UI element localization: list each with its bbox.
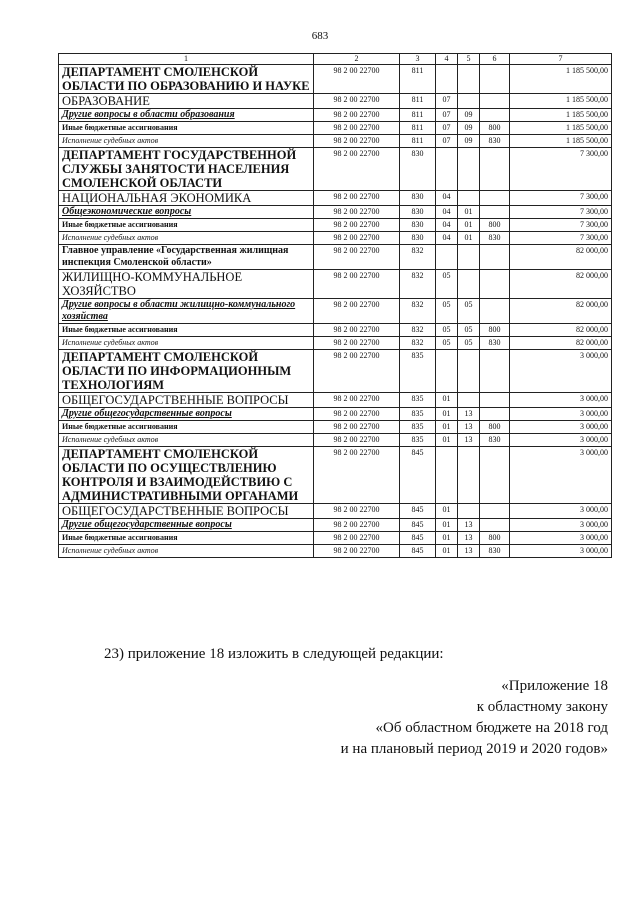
cell-target-code: 98 2 00 22700	[314, 191, 400, 206]
cell-amount: 1 185 500,00	[510, 135, 612, 148]
cell-expense-type	[480, 191, 510, 206]
cell-name: Иные бюджетные ассигнования	[59, 532, 314, 545]
page-number: 683	[311, 30, 329, 42]
cell-ministry-code: 830	[400, 191, 436, 206]
table-row	[59, 219, 612, 232]
cell-name: ЖИЛИЩНО-КОММУНАЛЬНОЕ ХОЗЯЙСТВО	[59, 270, 314, 299]
cell-ministry-code: 835	[400, 350, 436, 393]
cell-ministry-code: 811	[400, 122, 436, 135]
cell-section-code	[436, 350, 458, 393]
table-header-row	[59, 54, 612, 65]
budget-table-body	[59, 65, 612, 558]
cell-section-code	[436, 447, 458, 504]
cell-subsection-code	[458, 191, 480, 206]
table-row	[59, 299, 612, 324]
header-col-2: 2	[314, 54, 400, 65]
cell-ministry-code: 835	[400, 393, 436, 408]
cell-name: Иные бюджетные ассигнования	[59, 421, 314, 434]
cell-amount: 3 000,00	[510, 532, 612, 545]
table-row	[59, 519, 612, 532]
cell-section-code: 01	[436, 408, 458, 421]
cell-target-code: 98 2 00 22700	[314, 545, 400, 558]
cell-section-code: 01	[436, 519, 458, 532]
cell-amount: 7 300,00	[510, 219, 612, 232]
cell-expense-type	[480, 245, 510, 270]
cell-expense-type: 830	[480, 545, 510, 558]
appendix-heading	[341, 676, 608, 760]
cell-section-code: 05	[436, 299, 458, 324]
table-row	[59, 504, 612, 519]
cell-expense-type	[480, 447, 510, 504]
cell-subsection-code	[458, 504, 480, 519]
header-col-5: 5	[458, 54, 480, 65]
table-row	[59, 447, 612, 504]
cell-target-code: 98 2 00 22700	[314, 270, 400, 299]
appendix-line: и на плановый период 2019 и 2020 годов»	[340, 741, 608, 757]
table-row	[59, 232, 612, 245]
header-col-1: 1	[59, 54, 314, 65]
cell-section-code	[436, 65, 458, 94]
cell-target-code: 98 2 00 22700	[314, 408, 400, 421]
cell-expense-type: 800	[480, 532, 510, 545]
cell-expense-type: 800	[480, 324, 510, 337]
amendment-text: 23) приложение 18 изложить в следующей редакции:	[104, 646, 444, 662]
cell-section-code: 05	[436, 270, 458, 299]
cell-name: ДЕПАРТАМЕНТ СМОЛЕНСКОЙ ОБЛАСТИ ПО ОСУЩЕСТВЛЕНИЮ КОНТРОЛЯ И ВЗАИМОДЕЙСТВИЮ С АДМИНИСТРАТИВНЫМИ ОРГАНАМИ	[59, 447, 314, 504]
cell-expense-type: 830	[480, 135, 510, 148]
cell-section-code: 01	[436, 393, 458, 408]
cell-name: ОБЩЕГОСУДАРСТВЕННЫЕ ВОПРОСЫ	[59, 393, 314, 408]
cell-name: Другие вопросы в области жилищно-коммунального хозяйства	[59, 299, 314, 324]
cell-subsection-code: 05	[458, 299, 480, 324]
cell-expense-type: 800	[480, 219, 510, 232]
cell-name: ДЕПАРТАМЕНТ СМОЛЕНСКОЙ ОБЛАСТИ ПО ИНФОРМАЦИОННЫМ ТЕХНОЛОГИЯМ	[59, 350, 314, 393]
cell-target-code: 98 2 00 22700	[314, 94, 400, 109]
cell-section-code: 07	[436, 109, 458, 122]
cell-section-code: 04	[436, 232, 458, 245]
cell-subsection-code: 13	[458, 434, 480, 447]
table-row	[59, 421, 612, 434]
appendix-line: «Об областном бюджете на 2018 год	[375, 720, 608, 736]
cell-subsection-code	[458, 65, 480, 94]
cell-amount: 3 000,00	[510, 519, 612, 532]
cell-target-code: 98 2 00 22700	[314, 532, 400, 545]
cell-section-code: 01	[436, 434, 458, 447]
cell-name: Главное управление «Государственная жилищная инспекция Смоленской области»	[59, 245, 314, 270]
cell-ministry-code: 830	[400, 206, 436, 219]
cell-name: Исполнение судебных актов	[59, 434, 314, 447]
table-row	[59, 245, 612, 270]
cell-target-code: 98 2 00 22700	[314, 393, 400, 408]
appendix-line: к областному закону	[476, 699, 608, 715]
cell-target-code: 98 2 00 22700	[314, 219, 400, 232]
header-col-3: 3	[400, 54, 436, 65]
cell-subsection-code: 01	[458, 219, 480, 232]
cell-target-code: 98 2 00 22700	[314, 245, 400, 270]
cell-subsection-code: 01	[458, 206, 480, 219]
cell-subsection-code: 05	[458, 337, 480, 350]
cell-target-code: 98 2 00 22700	[314, 232, 400, 245]
cell-amount: 3 000,00	[510, 421, 612, 434]
cell-expense-type: 800	[480, 122, 510, 135]
cell-section-code	[436, 245, 458, 270]
cell-name: Другие общегосударственные вопросы	[59, 408, 314, 421]
cell-target-code: 98 2 00 22700	[314, 122, 400, 135]
cell-amount: 1 185 500,00	[510, 94, 612, 109]
cell-ministry-code: 832	[400, 245, 436, 270]
cell-target-code: 98 2 00 22700	[314, 65, 400, 94]
cell-name: Исполнение судебных актов	[59, 337, 314, 350]
cell-target-code: 98 2 00 22700	[314, 337, 400, 350]
cell-ministry-code: 811	[400, 135, 436, 148]
cell-expense-type	[480, 206, 510, 219]
cell-subsection-code: 09	[458, 109, 480, 122]
cell-subsection-code	[458, 148, 480, 191]
cell-amount: 3 000,00	[510, 545, 612, 558]
cell-name: Исполнение судебных актов	[59, 545, 314, 558]
cell-section-code: 01	[436, 545, 458, 558]
cell-subsection-code: 09	[458, 122, 480, 135]
cell-amount: 7 300,00	[510, 191, 612, 206]
cell-expense-type: 800	[480, 421, 510, 434]
table-row	[59, 532, 612, 545]
cell-ministry-code: 832	[400, 324, 436, 337]
cell-expense-type	[480, 519, 510, 532]
cell-subsection-code: 13	[458, 408, 480, 421]
cell-target-code: 98 2 00 22700	[314, 109, 400, 122]
table-row	[59, 148, 612, 191]
cell-ministry-code: 811	[400, 65, 436, 94]
cell-section-code: 04	[436, 191, 458, 206]
table-row	[59, 109, 612, 122]
table-row	[59, 122, 612, 135]
table-row	[59, 324, 612, 337]
cell-subsection-code: 05	[458, 324, 480, 337]
cell-amount: 82 000,00	[510, 270, 612, 299]
cell-target-code: 98 2 00 22700	[314, 148, 400, 191]
cell-target-code: 98 2 00 22700	[314, 447, 400, 504]
table-row	[59, 393, 612, 408]
cell-amount: 3 000,00	[510, 434, 612, 447]
cell-target-code: 98 2 00 22700	[314, 324, 400, 337]
cell-name: Исполнение судебных актов	[59, 135, 314, 148]
cell-amount: 7 300,00	[510, 148, 612, 191]
cell-ministry-code: 811	[400, 109, 436, 122]
table-row	[59, 337, 612, 350]
cell-ministry-code: 835	[400, 434, 436, 447]
cell-expense-type	[480, 94, 510, 109]
cell-subsection-code	[458, 447, 480, 504]
cell-expense-type	[480, 65, 510, 94]
cell-ministry-code: 845	[400, 447, 436, 504]
cell-subsection-code: 13	[458, 532, 480, 545]
cell-ministry-code: 830	[400, 232, 436, 245]
cell-expense-type	[480, 393, 510, 408]
cell-subsection-code: 13	[458, 421, 480, 434]
cell-name: Иные бюджетные ассигнования	[59, 324, 314, 337]
cell-section-code: 05	[436, 324, 458, 337]
cell-ministry-code: 835	[400, 408, 436, 421]
cell-ministry-code: 835	[400, 421, 436, 434]
cell-section-code: 07	[436, 122, 458, 135]
cell-expense-type: 830	[480, 337, 510, 350]
table-row	[59, 135, 612, 148]
table-row	[59, 191, 612, 206]
cell-target-code: 98 2 00 22700	[314, 421, 400, 434]
cell-name: Исполнение судебных актов	[59, 232, 314, 245]
cell-expense-type	[480, 109, 510, 122]
table-row	[59, 94, 612, 109]
header-col-6: 6	[480, 54, 510, 65]
cell-target-code: 98 2 00 22700	[314, 350, 400, 393]
cell-ministry-code: 832	[400, 270, 436, 299]
appendix-line: «Приложение 18	[501, 678, 608, 694]
cell-amount: 3 000,00	[510, 393, 612, 408]
table-row	[59, 350, 612, 393]
budget-table	[58, 53, 612, 558]
cell-section-code: 04	[436, 219, 458, 232]
cell-name: ДЕПАРТАМЕНТ СМОЛЕНСКОЙ ОБЛАСТИ ПО ОБРАЗОВАНИЮ И НАУКЕ	[59, 65, 314, 94]
cell-amount: 82 000,00	[510, 299, 612, 324]
cell-expense-type	[480, 408, 510, 421]
cell-subsection-code	[458, 393, 480, 408]
cell-name: Другие вопросы в области образования	[59, 109, 314, 122]
cell-amount: 82 000,00	[510, 324, 612, 337]
cell-section-code: 01	[436, 421, 458, 434]
cell-expense-type: 830	[480, 232, 510, 245]
cell-section-code	[436, 148, 458, 191]
cell-expense-type	[480, 148, 510, 191]
cell-ministry-code: 832	[400, 337, 436, 350]
cell-expense-type	[480, 270, 510, 299]
table-row	[59, 206, 612, 219]
cell-ministry-code: 845	[400, 504, 436, 519]
cell-target-code: 98 2 00 22700	[314, 519, 400, 532]
cell-ministry-code: 845	[400, 532, 436, 545]
cell-amount: 1 185 500,00	[510, 122, 612, 135]
cell-subsection-code	[458, 94, 480, 109]
cell-target-code: 98 2 00 22700	[314, 434, 400, 447]
cell-amount: 7 300,00	[510, 206, 612, 219]
cell-ministry-code: 832	[400, 299, 436, 324]
cell-expense-type	[480, 504, 510, 519]
cell-name: ОБРАЗОВАНИЕ	[59, 94, 314, 109]
table-row	[59, 434, 612, 447]
cell-amount: 82 000,00	[510, 337, 612, 350]
cell-amount: 1 185 500,00	[510, 65, 612, 94]
cell-subsection-code: 09	[458, 135, 480, 148]
table-row	[59, 545, 612, 558]
cell-name: Другие общегосударственные вопросы	[59, 519, 314, 532]
cell-name: ОБЩЕГОСУДАРСТВЕННЫЕ ВОПРОСЫ	[59, 504, 314, 519]
cell-amount: 3 000,00	[510, 350, 612, 393]
cell-name: ДЕПАРТАМЕНТ ГОСУДАРСТВЕННОЙ СЛУЖБЫ ЗАНЯТОСТИ НАСЕЛЕНИЯ СМОЛЕНСКОЙ ОБЛАСТИ	[59, 148, 314, 191]
cell-target-code: 98 2 00 22700	[314, 504, 400, 519]
table-row	[59, 270, 612, 299]
cell-name: Иные бюджетные ассигнования	[59, 122, 314, 135]
cell-subsection-code: 13	[458, 519, 480, 532]
header-col-7: 7	[510, 54, 612, 65]
cell-amount: 7 300,00	[510, 232, 612, 245]
cell-expense-type	[480, 299, 510, 324]
cell-amount: 3 000,00	[510, 408, 612, 421]
cell-subsection-code: 01	[458, 232, 480, 245]
cell-section-code: 04	[436, 206, 458, 219]
cell-name: Иные бюджетные ассигнования	[59, 219, 314, 232]
cell-target-code: 98 2 00 22700	[314, 206, 400, 219]
cell-ministry-code: 845	[400, 519, 436, 532]
header-col-4: 4	[436, 54, 458, 65]
cell-ministry-code: 830	[400, 148, 436, 191]
cell-subsection-code	[458, 350, 480, 393]
cell-section-code: 07	[436, 94, 458, 109]
cell-amount: 3 000,00	[510, 447, 612, 504]
cell-ministry-code: 830	[400, 219, 436, 232]
cell-subsection-code: 13	[458, 545, 480, 558]
cell-target-code: 98 2 00 22700	[314, 299, 400, 324]
cell-section-code: 01	[436, 504, 458, 519]
cell-name: Общеэкономические вопросы	[59, 206, 314, 219]
cell-expense-type	[480, 350, 510, 393]
cell-ministry-code: 811	[400, 94, 436, 109]
cell-amount: 1 185 500,00	[510, 109, 612, 122]
cell-amount: 3 000,00	[510, 504, 612, 519]
cell-subsection-code	[458, 245, 480, 270]
table-row	[59, 408, 612, 421]
table-row	[59, 65, 612, 94]
cell-section-code: 05	[436, 337, 458, 350]
cell-amount: 82 000,00	[510, 245, 612, 270]
cell-name: НАЦИОНАЛЬНАЯ ЭКОНОМИКА	[59, 191, 314, 206]
cell-target-code: 98 2 00 22700	[314, 135, 400, 148]
cell-ministry-code: 845	[400, 545, 436, 558]
cell-expense-type: 830	[480, 434, 510, 447]
cell-subsection-code	[458, 270, 480, 299]
cell-section-code: 01	[436, 532, 458, 545]
cell-section-code: 07	[436, 135, 458, 148]
